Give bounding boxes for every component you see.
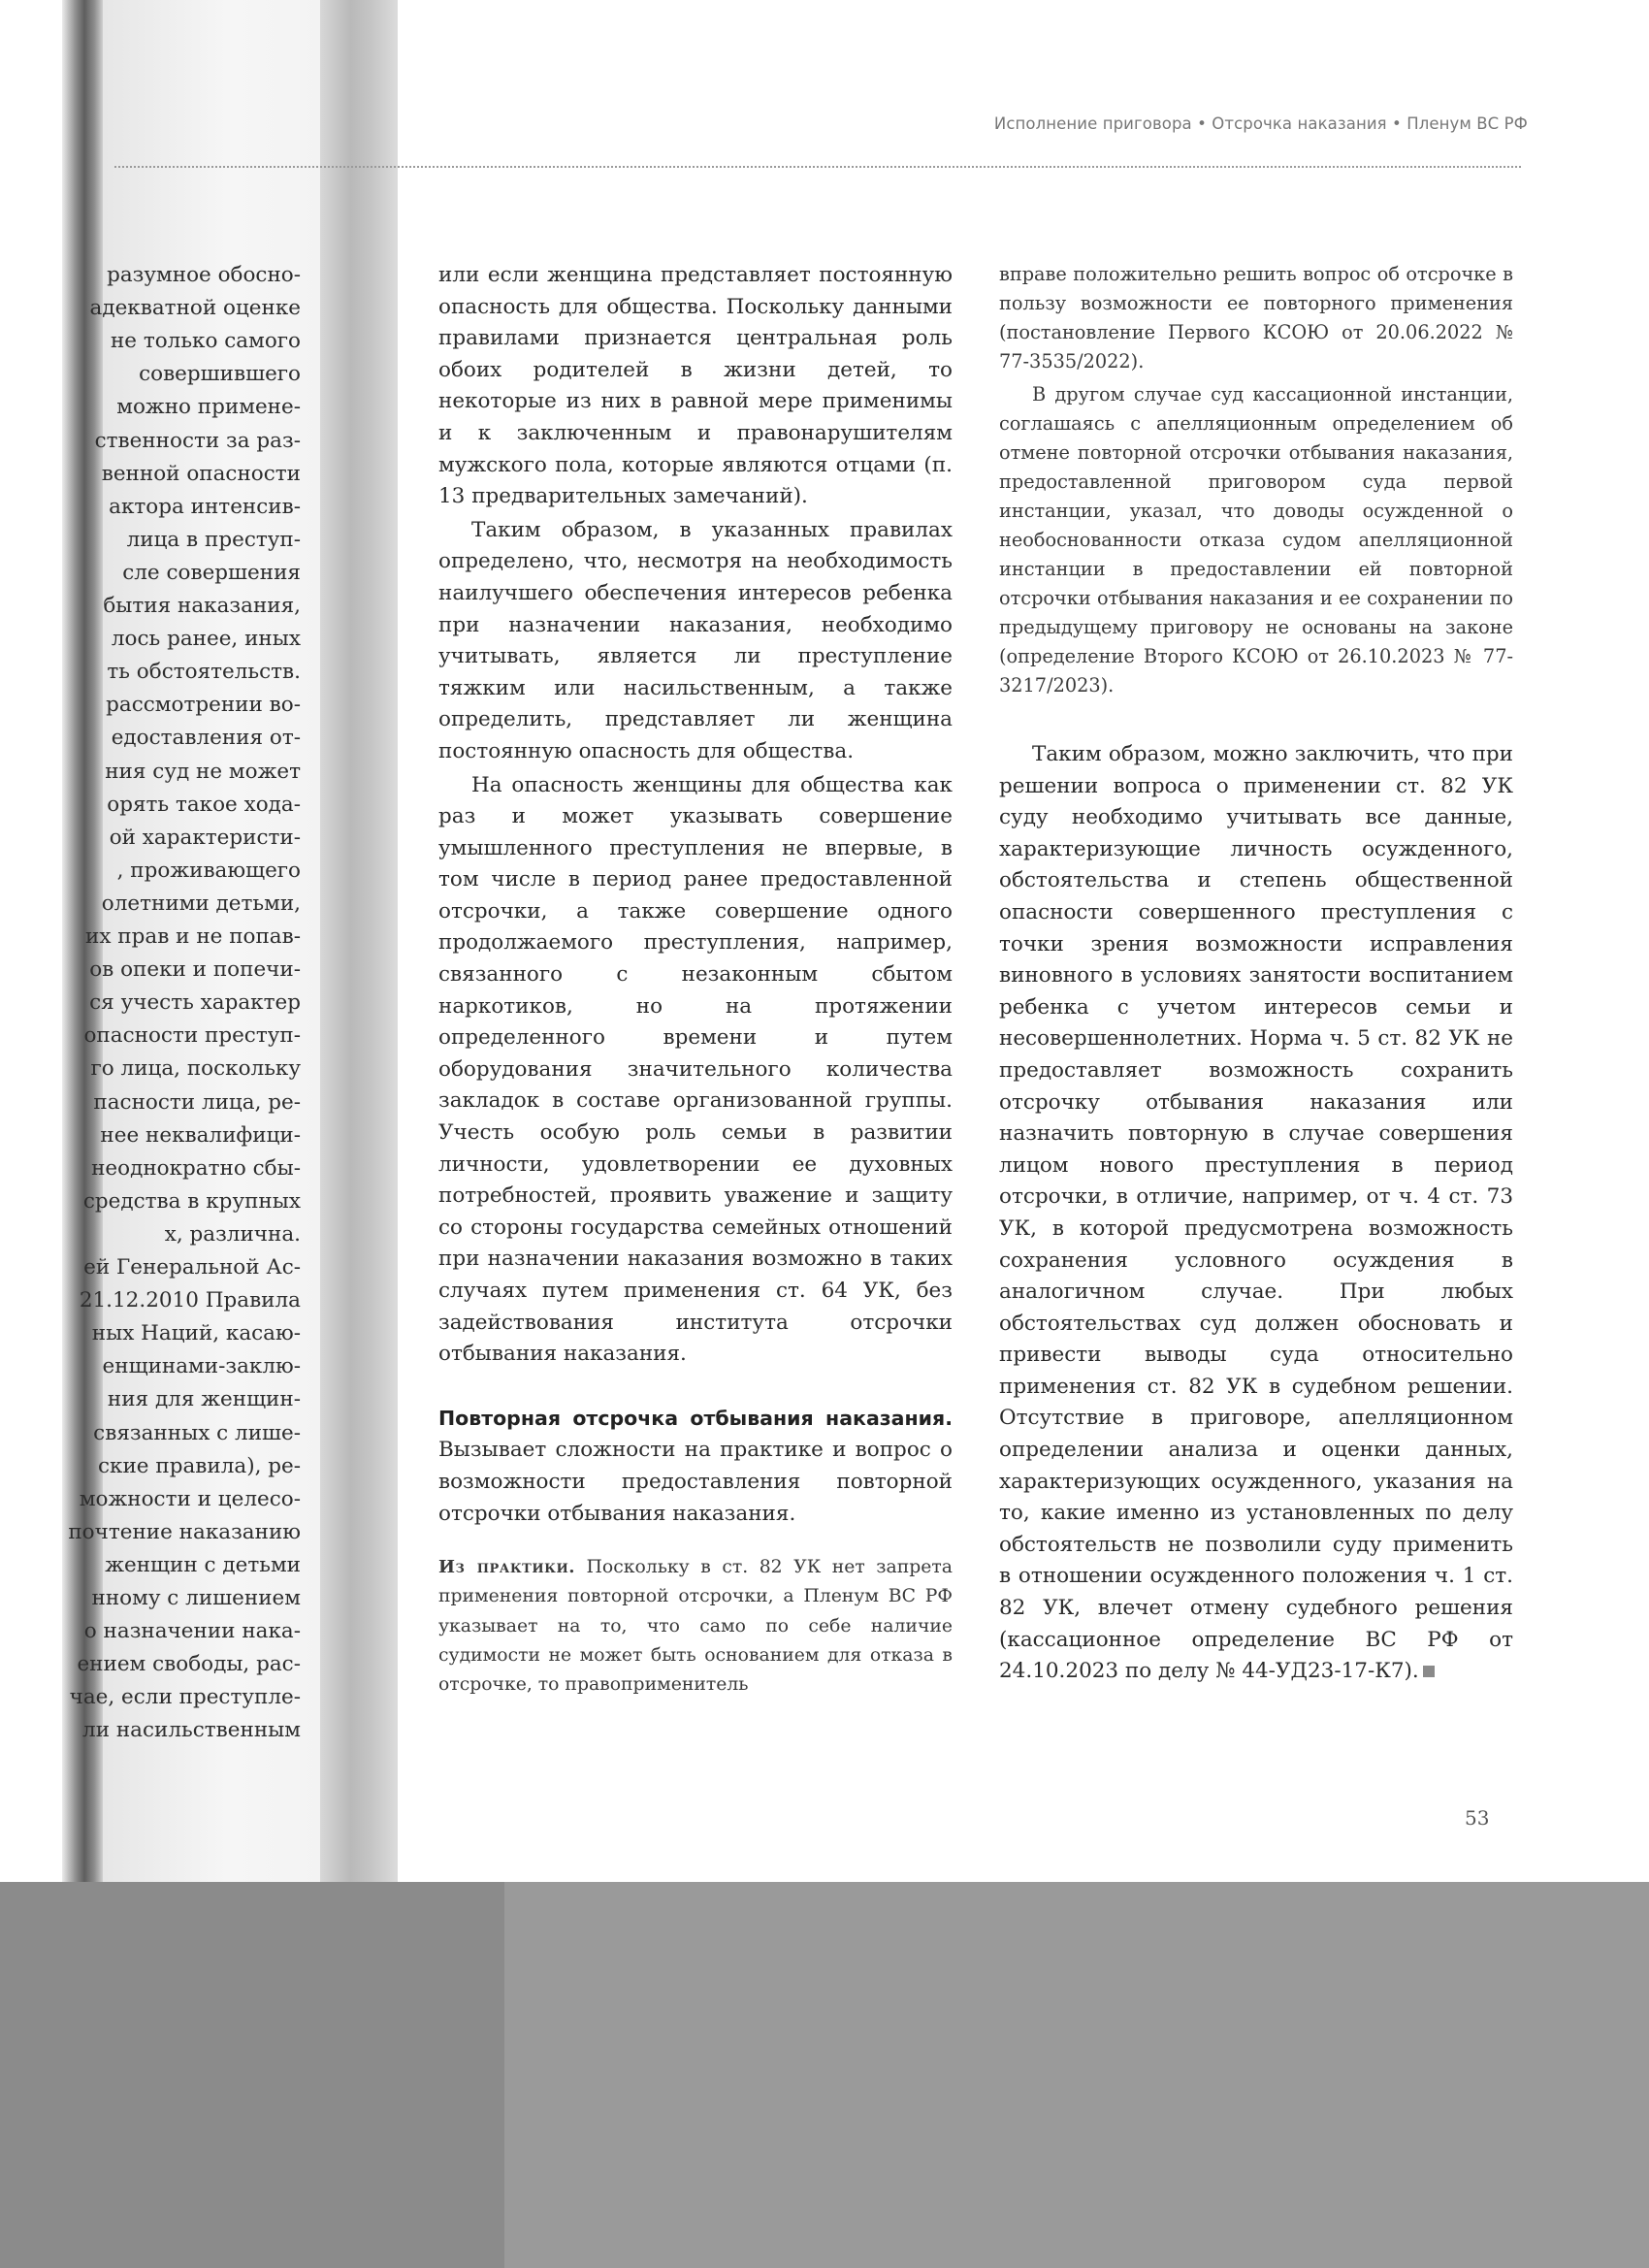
practice-text: Поскольку в ст. 82 УК нет запрета применения повторной отсрочки, а Пленум ВС РФ указывает на то, что само по себе наличие судимости не может быть основанием для отказа в отсрочке, то правоприменитель xyxy=(438,1557,953,1696)
left-column-line: почтение наказанию xyxy=(68,1519,301,1544)
left-column-line: лица в преступ- xyxy=(126,527,301,552)
left-column-line: едоставления от- xyxy=(111,726,301,751)
left-column-line: средства в крупных xyxy=(82,1188,301,1214)
left-column-line: 21.12.2010 Правила xyxy=(79,1288,301,1313)
left-column-line: ли насильственным xyxy=(82,1718,301,1743)
left-column-line: ением свободы, рас- xyxy=(77,1652,301,1677)
left-column-line: сле совершения xyxy=(122,560,301,585)
paragraph: Таким образом, в указанных правилах определено, что, несмотря на необходимость наилучшего обеспечения интересов ребенка при назначении наказания, необходимо учитывать, является ли преступление тяжким или насильственным, а также определить, представляет ли женщина постоянную опасность для общества. xyxy=(438,517,953,763)
left-column-line: связанных с лише- xyxy=(93,1420,301,1445)
left-column-line: нее неквалифици- xyxy=(100,1122,301,1148)
left-column-line: не только самого xyxy=(110,329,301,354)
left-column-line: неоднократно сбы- xyxy=(91,1155,301,1181)
paragraph: В другом случае суд кассационной инстанции, соглашаясь с апелляционным определением об отмене повторной отсрочки отбывания наказания, предоставленной приговором суда первой инстанции, указал, что доводы осужденной о необоснованности отказа судом апелляционной инстанции в предоставлении ей повторной отсрочки отбывания наказания и ее сохранении по предыдущему приговору не основаны на законе (определение Второго КСОЮ от 26.10.2023 № 77-3217/2023). xyxy=(999,383,1513,697)
left-column-line: нному с лишением xyxy=(91,1586,301,1610)
left-column-line: ственности за раз- xyxy=(94,428,301,453)
left-column-line: го лица, поскольку xyxy=(90,1056,301,1082)
running-header: Исполнение приговора • Отсрочка наказания • Пленум ВС РФ xyxy=(993,114,1528,133)
left-column-line: рассмотрении во- xyxy=(106,693,301,718)
left-column-line: , проживающего xyxy=(116,858,301,883)
page-number: 53 xyxy=(1465,1806,1490,1830)
left-column-line: ой характеристи- xyxy=(109,825,301,850)
left-column-line: чае, если преступле- xyxy=(69,1685,301,1710)
conclusion-paragraph xyxy=(999,739,1513,1688)
left-column-line: можности и целесо- xyxy=(79,1486,301,1511)
left-column-line: лось ранее, иных xyxy=(111,627,301,652)
subheading-text: Вызывает сложности на практике и вопрос о возможности предоставления повторной отсрочки отбывания наказания. xyxy=(438,1438,953,1526)
right-column xyxy=(999,260,1513,1688)
left-column-line: женщин с детьми xyxy=(105,1552,301,1577)
left-column-line: о назначении нака- xyxy=(83,1619,301,1644)
paragraph: вправе положительно решить вопрос об отсрочке в пользу возможности ее повторного применения (постановление Первого КСОЮ от 20.06.2022 № 77-3535/2022). xyxy=(999,263,1513,373)
practice-note xyxy=(438,1553,953,1700)
left-column-line: ния суд не может xyxy=(105,759,301,784)
left-column-line: ся учесть характер xyxy=(89,990,301,1016)
end-of-article-mark xyxy=(1423,1666,1435,1677)
conclusion-text: Таким образом, можно заключить, что при решении вопроса о применении ст. 82 УК суду необходимо учитывать все данные, характеризующие личность осужденного, обстоятельства и степень общественной опасности совершенного преступления с точки зрения возможности исправления виновного в условиях занятости воспитанием ребенка с учетом интересов семьи и несовершеннолетних. Норма ч. 5 ст. 82 УК не предоставляет возможность сохранить отсрочку отбывания наказания или назначить повторную в случае совершения лицом нового преступления в период отсрочки, в отличие, например, от ч. 4 ст. 73 УК, в которой предусмотрена возможность сохранения условного осуждения в аналогичном случае. При любых обстоятельствах суд должен обосновать и привести выводы суда относительно применения ст. 82 УК в судебном решении. Отсутствие в приговоре, апелляционном определении анализа и оценки данных, характеризующих осужденного, указания на то, какие именно из установленных по делу обстоятельств не позволили суду применить в отношении осужденного положения ч. 1 ст. 82 УК, влечет отмену судебного решения (кассационное определение ВС РФ от 24.10.2023 по делу № 44-УД23-17-К7). xyxy=(999,742,1513,1684)
header-dotted-rule xyxy=(114,166,1521,168)
subheading-paragraph xyxy=(438,1403,953,1530)
left-column-line: разумное обосно- xyxy=(107,263,301,287)
left-column-line: ных Наций, касаю- xyxy=(91,1321,301,1346)
left-column-line: енщинами-заклю- xyxy=(102,1354,301,1379)
scanner-bed-bottom-left xyxy=(0,1882,504,2268)
left-column-line: бытия наказания, xyxy=(103,594,301,618)
fold-shadow xyxy=(320,0,407,1896)
subheading: Повторная отсрочка отбывания наказания. xyxy=(438,1406,953,1430)
paragraph: или если женщина представляет постоянную опасность для общества. Поскольку данными правилами признается центральная роль обоих родителей в жизни детей, то некоторые из них в равной мере применимы и к заключенным и правонарушителям мужского пола, которые являются отцами (п. 13 предварительных замечаний). xyxy=(438,263,953,509)
left-column-line: ов опеки и попечи- xyxy=(89,957,301,983)
left-column-line: можно примене- xyxy=(116,395,301,420)
left-column-line: ть обстоятельств. xyxy=(107,660,301,685)
left-column-line: совершившего xyxy=(139,362,301,387)
practice-label: Из практики. xyxy=(438,1557,575,1578)
middle-column xyxy=(438,260,953,1701)
left-column-line: х, различна. xyxy=(164,1221,301,1247)
left-column-line: их прав и не попав- xyxy=(85,924,301,949)
left-page-column xyxy=(0,260,315,1754)
left-column-line: опасности преступ- xyxy=(83,1023,301,1049)
left-column-line: ские правила), ре- xyxy=(98,1453,301,1478)
left-column-line: венной опасности xyxy=(101,461,301,486)
left-column-line: пасности лица, ре- xyxy=(93,1089,301,1115)
paragraph: На опасность женщины для общества как раз и может указывать совершение умышленного преступления не впервые, в том числе в период ранее предоставленной отсрочки, а также совершение одного продолжаемого преступления, например, связанного с незаконным сбытом наркотиков, но на протяжении определенного времени и путем оборудования значительного количества закладок в составе организованной группы. Учесть особую роль семьи в развитии личности, удовлетворении ее духовных потребностей, проявить уважение и защиту со стороны государства семейных отношений при назначении наказания возможно в таких случаях путем применения ст. 64 УК, без задействования института отсрочки отбывания наказания. xyxy=(438,772,953,1367)
left-column-line: олетними детьми, xyxy=(101,891,301,916)
left-column-line: ния для женщин- xyxy=(107,1387,301,1412)
left-column-line: орять такое хода- xyxy=(107,792,301,817)
left-column-line: адекватной оценке xyxy=(89,296,301,321)
left-column-line: ей Генеральной Ас- xyxy=(83,1255,301,1280)
left-column-line: актора интенсив- xyxy=(109,494,301,519)
